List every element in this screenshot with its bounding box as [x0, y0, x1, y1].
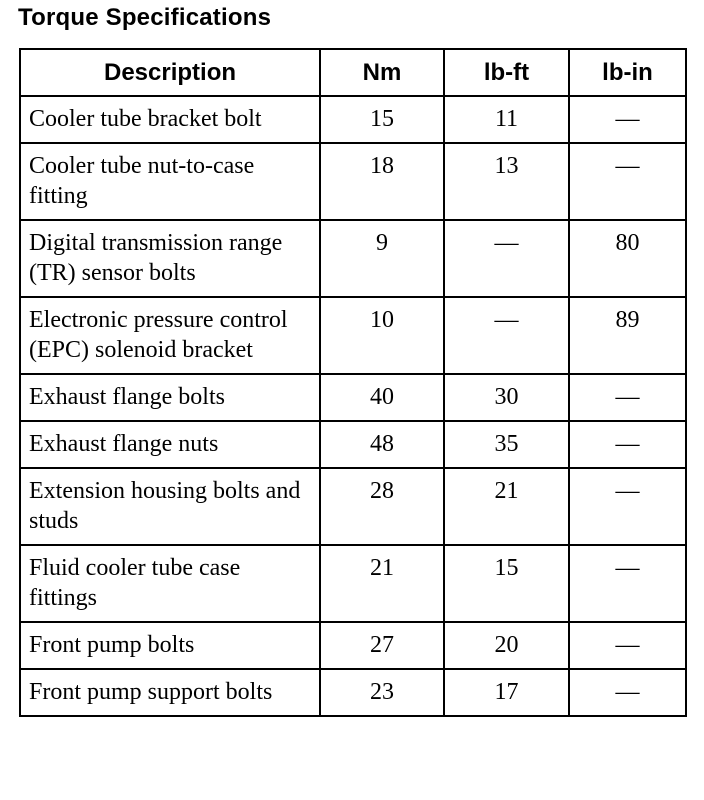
cell-lb-ft: 11 [444, 96, 569, 143]
cell-lb-ft: — [444, 220, 569, 297]
cell-lb-ft: 15 [444, 545, 569, 622]
cell-nm: 15 [320, 96, 444, 143]
cell-lb-in: 80 [569, 220, 686, 297]
cell-lb-ft: 13 [444, 143, 569, 220]
cell-description: Fluid cooler tube case fittings [20, 545, 320, 622]
page-title: Torque Specifications [18, 4, 272, 31]
cell-lb-ft: — [444, 297, 569, 374]
cell-nm: 21 [320, 545, 444, 622]
cell-nm: 28 [320, 468, 444, 545]
cell-nm: 23 [320, 669, 444, 716]
table-row [20, 622, 686, 669]
header-nm: Nm [320, 49, 444, 96]
cell-lb-ft: 21 [444, 468, 569, 545]
cell-description: Front pump support bolts [20, 669, 320, 716]
table-header-row [20, 49, 686, 96]
cell-lb-ft: 20 [444, 622, 569, 669]
cell-description: Cooler tube nut-to-case fitting [20, 143, 320, 220]
table-row [20, 374, 686, 421]
cell-lb-in: — [569, 96, 686, 143]
cell-description: Extension housing bolts and studs [20, 468, 320, 545]
cell-nm: 27 [320, 622, 444, 669]
cell-description: Digital transmission range (TR) sensor bolts [20, 220, 320, 297]
table-row [20, 143, 686, 220]
cell-description: Electronic pressure control (EPC) solenoid bracket [20, 297, 320, 374]
table-row [20, 669, 686, 716]
cell-description: Front pump bolts [20, 622, 320, 669]
torque-spec-table [19, 48, 687, 717]
cell-description: Cooler tube bracket bolt [20, 96, 320, 143]
table-row [20, 297, 686, 374]
cell-lb-in: — [569, 622, 686, 669]
cell-nm: 10 [320, 297, 444, 374]
cell-nm: 18 [320, 143, 444, 220]
cell-nm: 48 [320, 421, 444, 468]
table-row [20, 545, 686, 622]
cell-lb-ft: 35 [444, 421, 569, 468]
cell-lb-in: — [569, 545, 686, 622]
cell-lb-in: — [569, 143, 686, 220]
cell-lb-in: — [569, 421, 686, 468]
cell-lb-in: — [569, 669, 686, 716]
cell-lb-ft: 17 [444, 669, 569, 716]
cell-lb-ft: 30 [444, 374, 569, 421]
table-row [20, 220, 686, 297]
cell-description: Exhaust flange nuts [20, 421, 320, 468]
cell-nm: 9 [320, 220, 444, 297]
table-row [20, 468, 686, 545]
table-row [20, 421, 686, 468]
cell-description: Exhaust flange bolts [20, 374, 320, 421]
table-row [20, 96, 686, 143]
cell-lb-in: — [569, 468, 686, 545]
cell-lb-in: — [569, 374, 686, 421]
header-description: Description [20, 49, 320, 96]
cell-nm: 40 [320, 374, 444, 421]
cell-lb-in: 89 [569, 297, 686, 374]
header-lb-in: lb-in [569, 49, 686, 96]
header-lb-ft: lb-ft [444, 49, 569, 96]
